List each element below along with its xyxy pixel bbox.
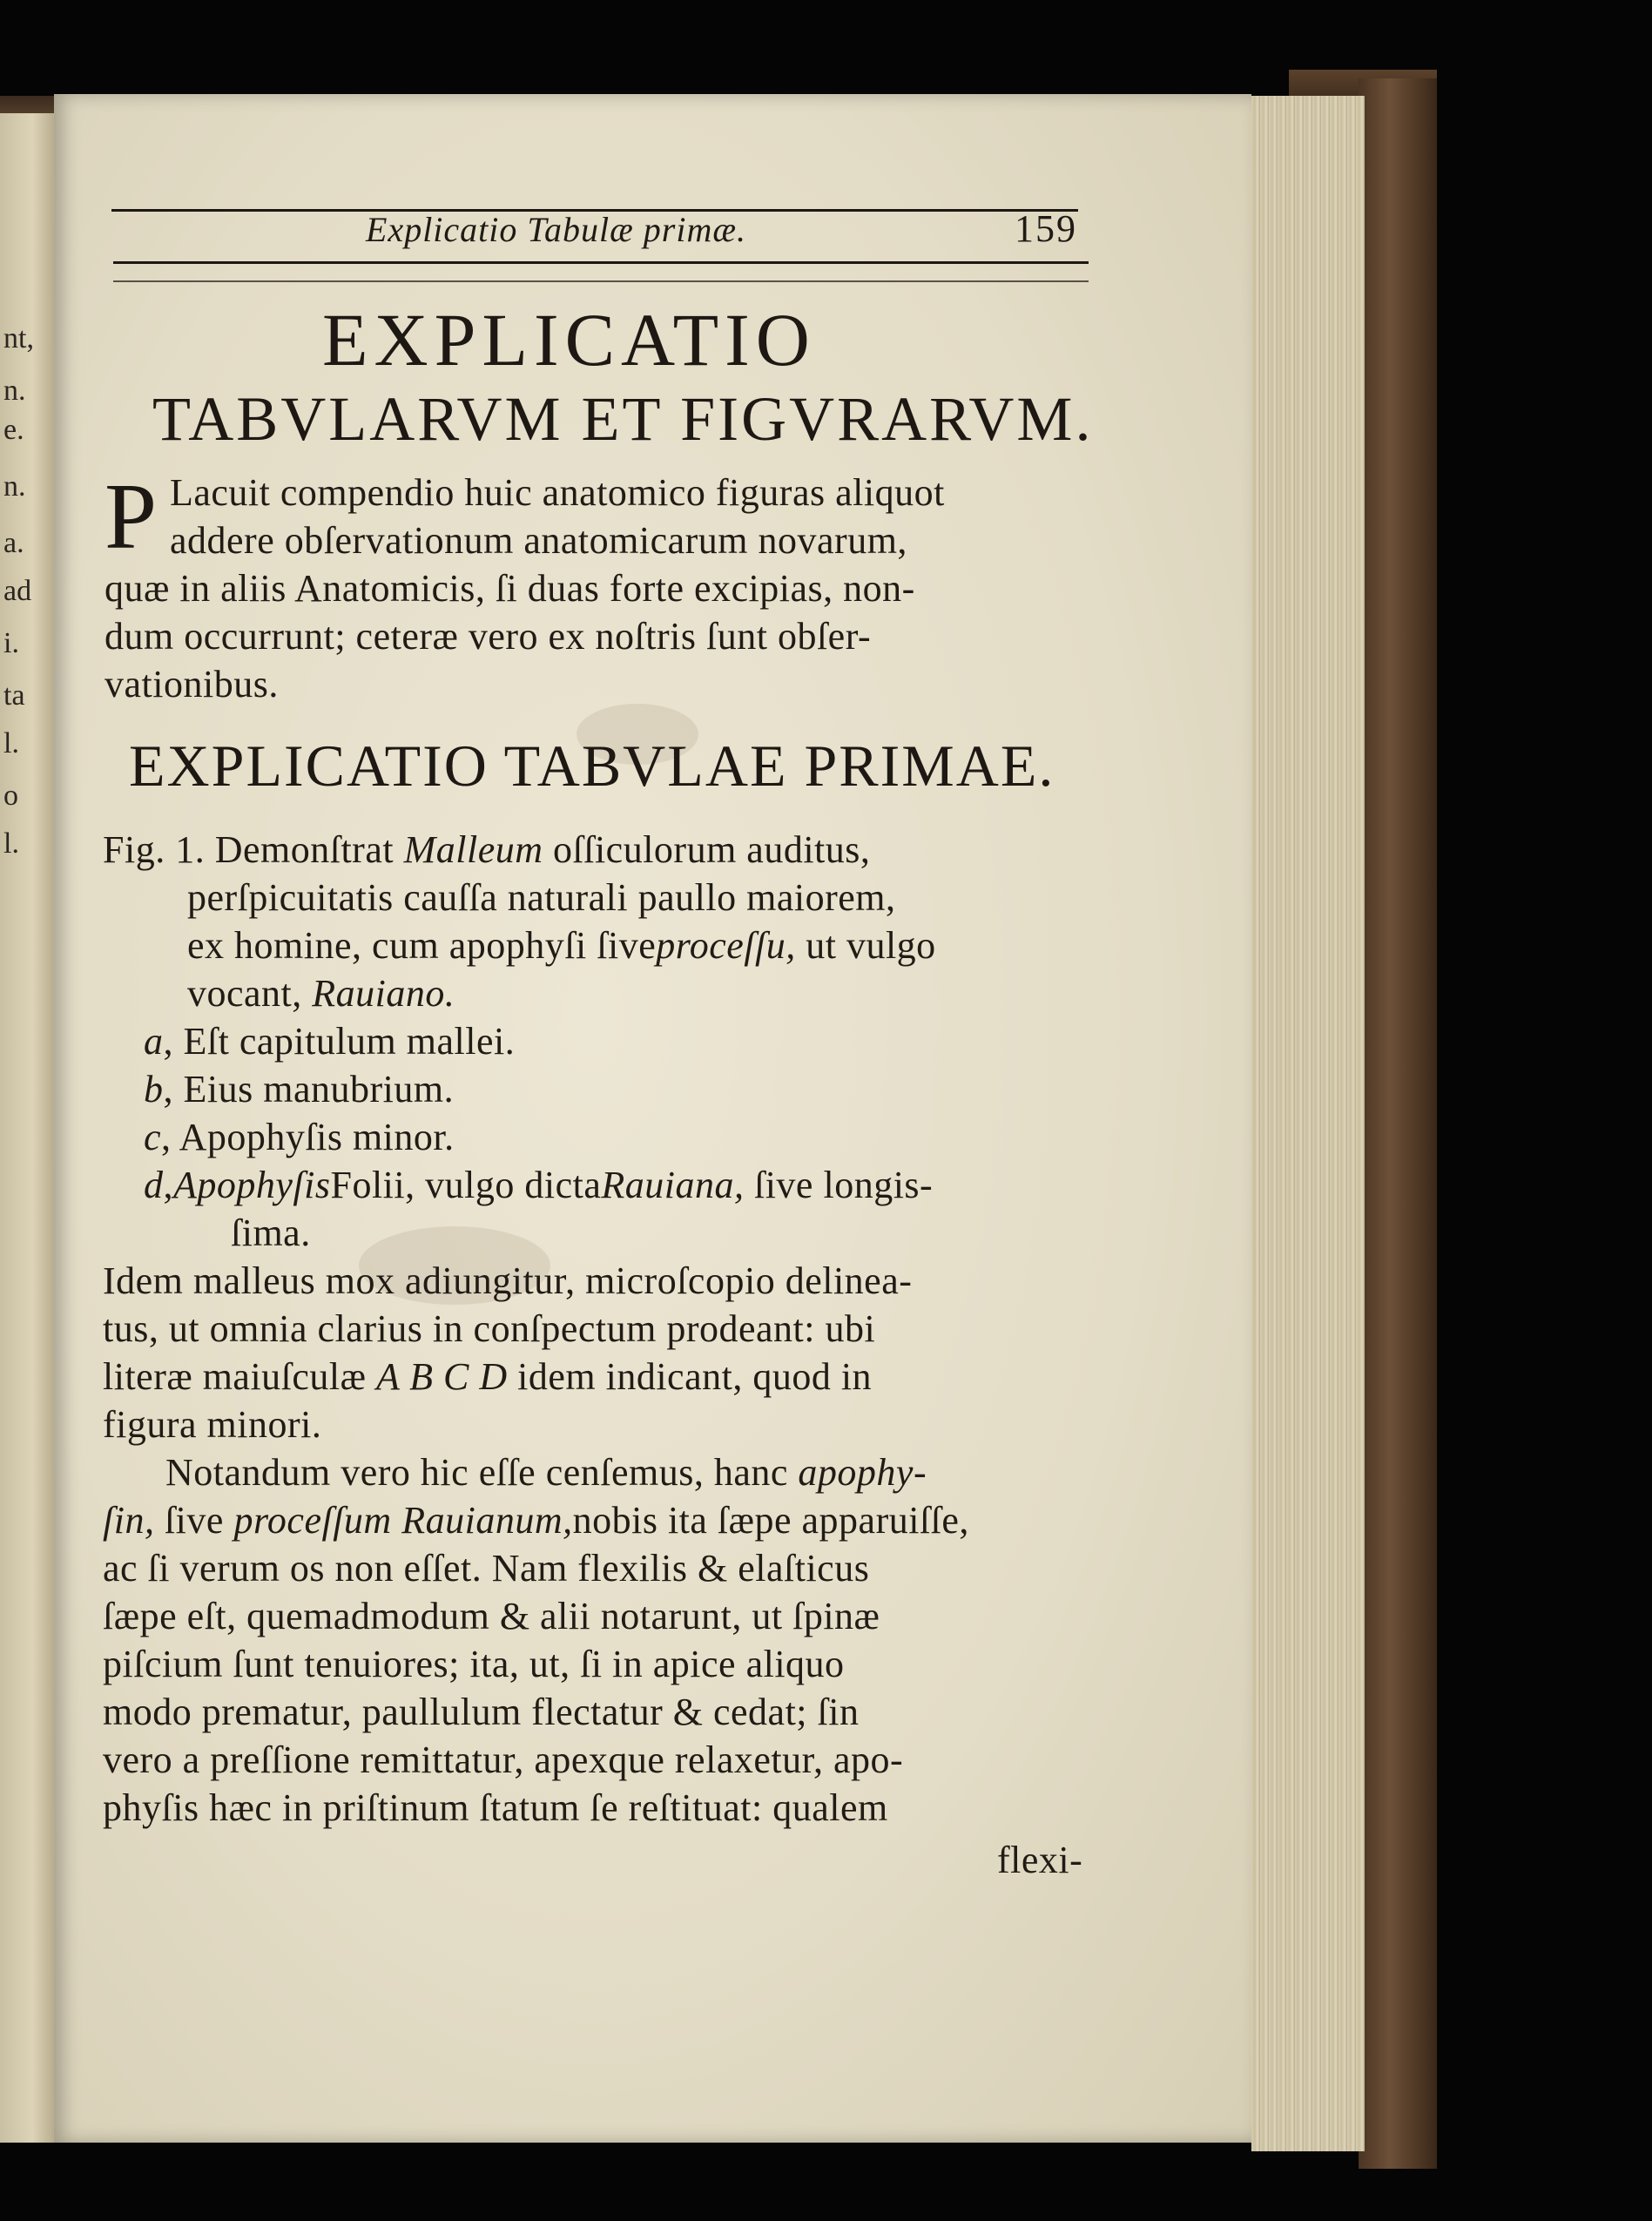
italic-term: apophy- xyxy=(798,1451,927,1494)
text-span: Demonſtrat xyxy=(214,828,394,871)
left-page-fragment: l. xyxy=(3,727,19,759)
left-page-fragment: l. xyxy=(3,827,19,860)
legend-text: , Eſt capitulum mallei. xyxy=(163,1020,516,1063)
text-line: dum occurrunt; ceteræ vero ex noſtris ſunt obſer- xyxy=(105,615,872,658)
book-cover-edge xyxy=(1359,78,1437,2169)
italic-term: proceſſum Rauianum, xyxy=(233,1499,573,1542)
italic-term: A B C D xyxy=(376,1355,508,1398)
text-span: literæ maiuſculæ xyxy=(103,1355,367,1398)
legend-key: d xyxy=(144,1164,164,1206)
text-line: ſima. xyxy=(231,1212,311,1254)
legend-text: , Apophyſis minor. xyxy=(161,1116,455,1158)
left-page-fragment: ta xyxy=(3,679,25,712)
legend-key: a xyxy=(144,1020,164,1063)
text-span: vocant, xyxy=(187,972,302,1015)
italic-term: Rauiana, xyxy=(601,1164,745,1206)
text-line: ac ſi verum os non eſſet. Nam flexilis & elaſticus xyxy=(103,1547,870,1590)
text-line: vero a preſſione remittatur, apexque relaxetur, apo- xyxy=(103,1738,904,1781)
text-line: modo prematur, paullulum flectatur & cedat; ſin xyxy=(103,1691,860,1733)
text-line: tus, ut omnia clarius in conſpectum prodeant: ubi xyxy=(103,1307,876,1350)
left-page-fragment: e. xyxy=(3,414,24,446)
text-span: ut vulgo xyxy=(806,924,936,967)
text-line: vationibus. xyxy=(105,663,279,705)
page-number: 159 xyxy=(1015,207,1077,250)
text-line: figura minori. xyxy=(103,1403,322,1446)
legend-item xyxy=(144,1115,455,1159)
figure-label: Fig. 1. xyxy=(103,828,206,871)
catchword: flexi- xyxy=(997,1839,1083,1881)
left-facing-page xyxy=(0,113,54,2143)
legend-item: d,ApophyſisFolii, vulgo dictaRauiana, ſive longis- xyxy=(144,1164,934,1206)
text-line xyxy=(187,923,936,968)
drop-capital: P xyxy=(105,465,158,569)
figure-description xyxy=(103,827,870,872)
legend-item xyxy=(144,1067,454,1111)
legend-key: c xyxy=(144,1116,162,1158)
legend-key: b xyxy=(144,1068,164,1110)
italic-term: Apophyſis xyxy=(173,1164,331,1206)
text-line: ſæpe eſt, quemadmodum & alii notarunt, ut ſpinæ xyxy=(103,1595,880,1637)
page-edges xyxy=(1251,96,1365,2151)
text-line xyxy=(103,1354,872,1399)
left-page-fragment: a. xyxy=(3,527,24,559)
text-span: ex homine, cum apophyſi ſive xyxy=(187,924,657,967)
text-line: addere obſervationum anatomicarum novarum, xyxy=(170,519,907,562)
left-page-fragment: o xyxy=(3,780,18,812)
text-line: quæ in aliis Anatomicis, ſi duas forte excipias, non- xyxy=(105,567,915,610)
italic-term: Rauiano. xyxy=(312,972,455,1015)
text-line xyxy=(165,1450,927,1495)
main-subtitle: TABVLARVM ET FIGVRARVM. xyxy=(152,384,1094,454)
main-title: EXPLICATIO xyxy=(322,298,816,381)
text-line xyxy=(103,1498,969,1543)
legend-item xyxy=(144,1019,515,1063)
text-span: nobis ita ſæpe apparuiſſe, xyxy=(572,1499,969,1542)
header-rule-bottom xyxy=(113,261,1089,264)
italic-term: ſin, xyxy=(103,1499,155,1542)
left-page-fragment: n. xyxy=(3,375,26,407)
left-page-fragment: nt, xyxy=(3,322,34,354)
text-line: Lacuit compendio huic anatomico figuras aliquot xyxy=(170,471,945,514)
text-line: perſpicuitatis cauſſa naturali paullo maiorem, xyxy=(187,876,896,919)
left-page-fragment: ad xyxy=(3,575,32,607)
text-span: Notandum vero hic eſſe cenſemus, hanc xyxy=(165,1451,788,1494)
section-heading: EXPLICATIO TABVLAE PRIMAE. xyxy=(129,732,1055,799)
text-line xyxy=(187,971,455,1016)
text-span: ſive xyxy=(164,1499,224,1542)
header-rule-thin xyxy=(113,280,1089,282)
left-page-fragment: n. xyxy=(3,470,26,503)
italic-term: Malleum xyxy=(403,828,543,871)
text-span: idem indicant, quod in xyxy=(517,1355,873,1398)
legend-text: , Eius manubrium. xyxy=(163,1068,455,1110)
legend-text: ſive longis- xyxy=(753,1164,934,1206)
legend-text: Folii, vulgo dicta xyxy=(330,1164,602,1206)
italic-term: proceſſu, xyxy=(656,924,796,967)
text-span: oſſiculorum auditus, xyxy=(553,828,871,871)
text-line: phyſis hæc in priſtinum ſtatum ſe reſtituat: qualem xyxy=(103,1786,888,1829)
text-line: piſcium ſunt tenuiores; ita, ut, ſi in apice aliquo xyxy=(103,1643,845,1685)
text-line: Idem malleus mox adiungitur, microſcopio delinea- xyxy=(103,1259,913,1302)
running-head: Explicatio Tabulæ primæ. xyxy=(366,210,747,249)
left-page-fragment: i. xyxy=(3,627,19,659)
